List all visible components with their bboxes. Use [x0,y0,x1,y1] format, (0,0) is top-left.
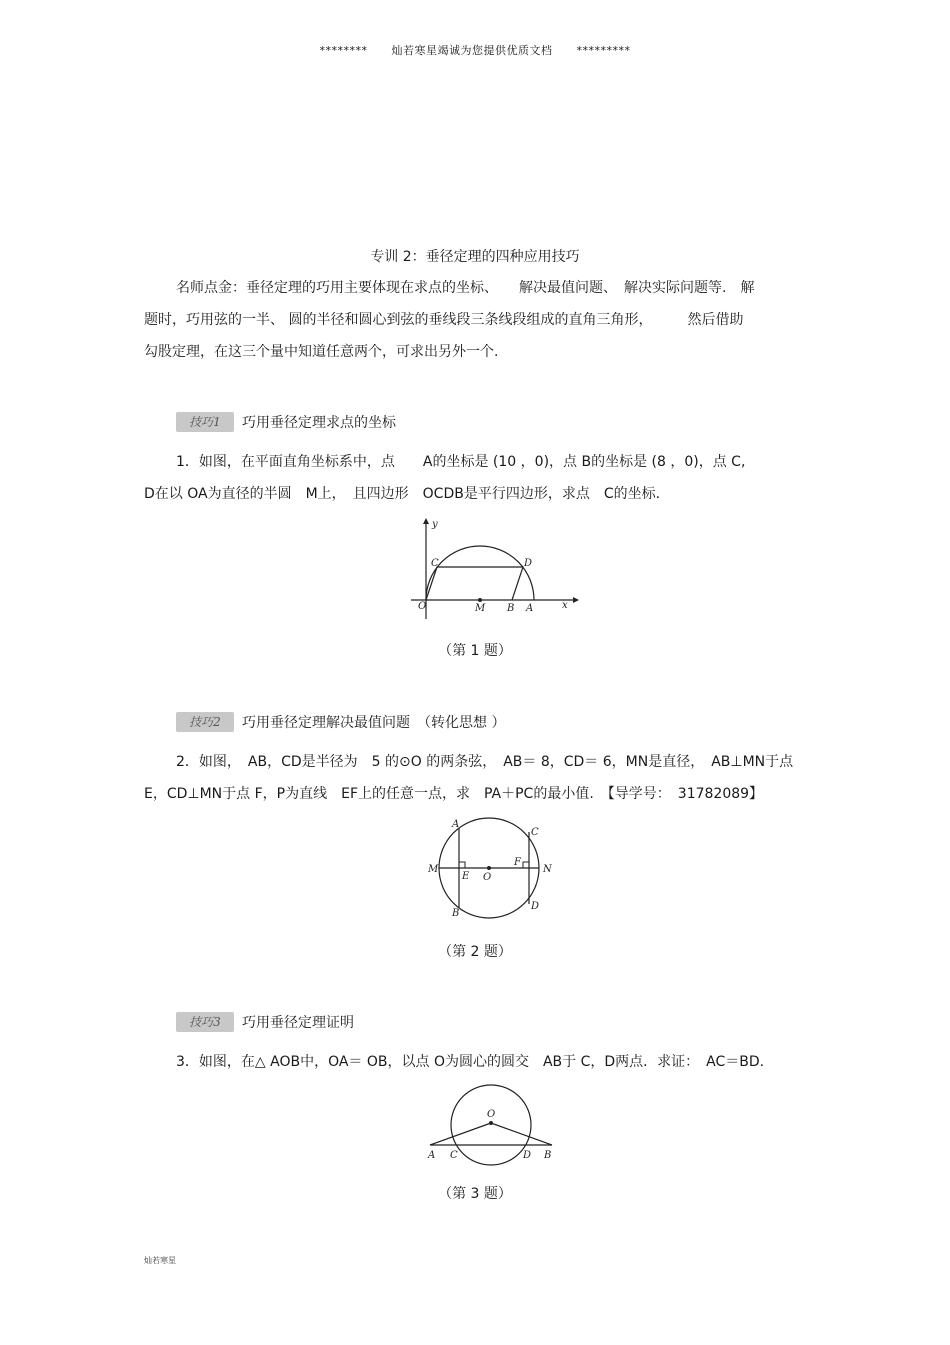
label-d: D [531,901,540,912]
label-o: O [487,1109,496,1120]
label-a: A [526,603,534,614]
tip-1 [176,412,396,432]
header-stars-right: ********* [576,44,631,57]
label-e: E [462,871,470,882]
figure-3-caption: （第 3 题） [438,1186,512,1202]
intro-line-2: 题时，巧用弦的一半、 圆的半径和圆心到弦的垂线段三条线段组成的直角三角形， 然后借助 [144,312,744,328]
parallelogram-ocdb [426,567,523,600]
tip-3-text: 巧用垂径定理证明 [242,1015,354,1031]
label-y: y [432,519,438,530]
label-d: D [524,558,533,569]
figure-2-caption: （第 2 题） [438,944,512,960]
tip-1-badge: 技巧1 [176,412,234,432]
header-stars-left: ******** [319,44,368,57]
semicircle-m [426,546,534,600]
segment-ob [491,1123,552,1145]
problem-3-line-1: 3．如图，在△ AOB中，OA＝ OB，以点 O为圆心的圆交 AB于 C，D两点．求证： AC＝BD. [176,1054,765,1070]
page-title: 专训 2：垂径定理的四种应用技巧 [370,249,580,265]
label-c: C [450,1150,458,1161]
segment-oa [430,1123,491,1145]
label-a: A [452,819,460,830]
label-a: A [428,1150,436,1161]
center-point-m [478,598,482,602]
right-angle-f [523,862,529,868]
label-m: M [475,603,486,614]
header-text: 灿若寒星竭诚为您提供优质文档 [391,44,553,57]
label-b: B [544,1150,552,1161]
page-footer: 灿若寒星 [144,1256,176,1265]
page-header [0,42,950,58]
tip-2-text: 巧用垂径定理解决最值问题 （转化思想 ） [242,715,506,731]
problem-1-line-1: 1．如图，在平面直角坐标系中，点 A的坐标是 (10 ，0)，点 B的坐标是 (8 ，0)，点 C, [176,454,746,470]
tip-3 [176,1012,354,1032]
problem-1-line-2: D在以 OA为直径的半圆 M上， 且四边形 OCDB是平行四边形，求点 C的坐标. [144,486,661,502]
label-o: O [418,601,427,612]
label-n: N [543,864,552,875]
x-axis-arrow [573,597,579,603]
figure-3-triangle-circle [420,1083,560,1168]
right-angle-e [459,862,465,868]
intro-line-1: 名师点金：垂径定理的巧用主要体现在求点的坐标、 解决最值问题、 解决实际问题等. 解 [176,280,755,296]
problem-2-line-2: E，CD⊥MN于点 F，P为直线 EF上的任意一点，求 PA＋PC的最小值. 【导学号： 31782089】 [144,786,764,802]
tip-2 [176,712,505,732]
center-point-o [487,866,491,870]
problem-2-line-1: 2．如图， AB，CD是半径为 5 的⊙O 的两条弦， AB＝ 8，CD＝ 6，MN是直径， AB⊥MN于点 [176,754,794,770]
y-axis-arrow [423,518,429,524]
figure-2-circle-chords [422,815,562,925]
label-b: B [452,908,460,919]
intro-line-3: 勾股定理，在这三个量中知道任意两个，可求出另外一个. [144,344,499,360]
figure-1-coordinate-semicircle [405,515,580,620]
label-c: C [531,827,539,838]
label-b: B [507,603,515,614]
label-f: F [514,857,521,868]
tip-1-text: 巧用垂径定理求点的坐标 [242,415,396,431]
label-d: D [523,1150,532,1161]
tip-2-badge: 技巧2 [176,712,234,732]
label-m: M [428,864,439,875]
center-point-o [489,1121,493,1125]
figure-1-caption: （第 1 题） [438,643,512,659]
label-o: O [483,872,492,883]
label-c: C [431,558,439,569]
tip-3-badge: 技巧3 [176,1012,234,1032]
label-x: x [562,600,568,611]
